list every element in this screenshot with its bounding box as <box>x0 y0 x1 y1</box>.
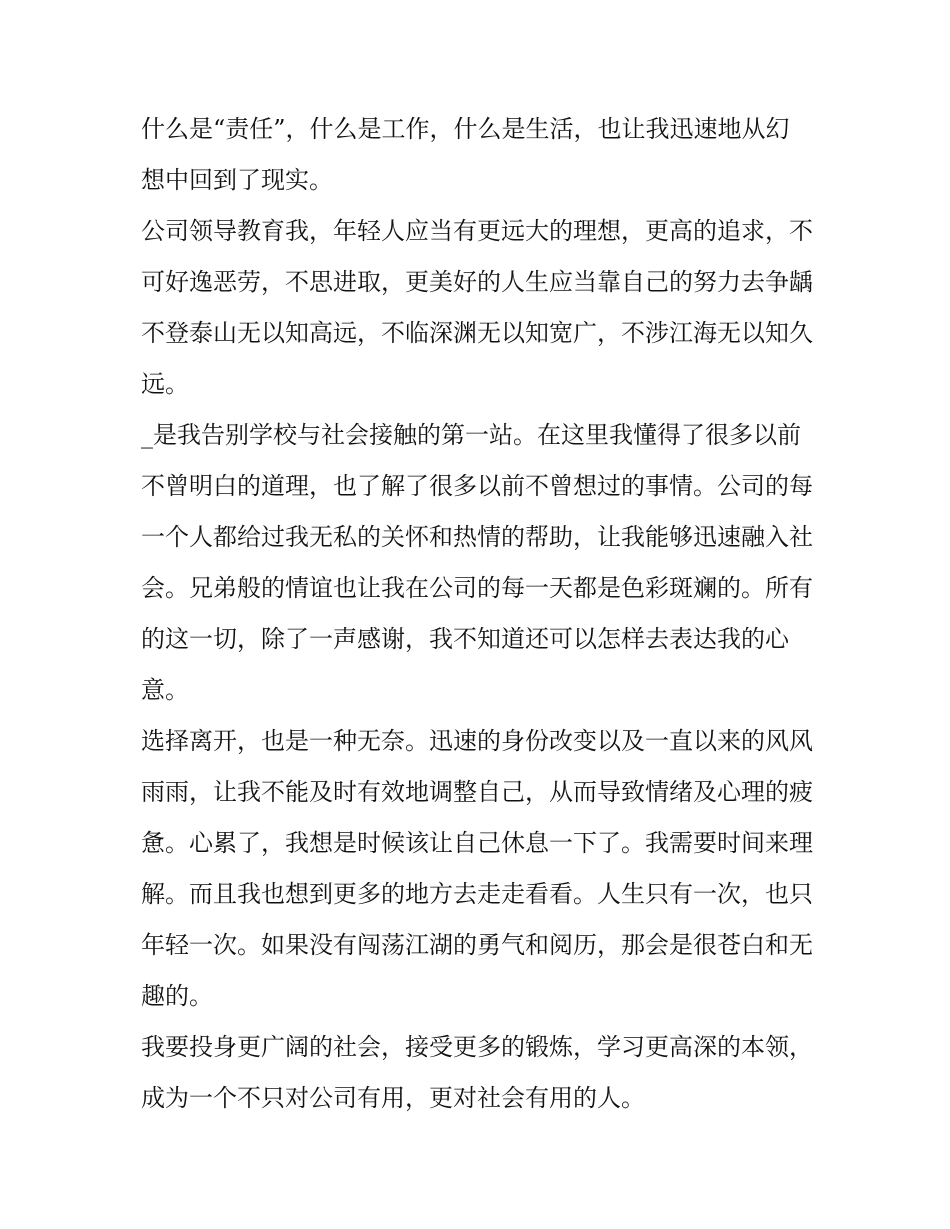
document-body <box>141 104 813 1124</box>
paragraph-5: 我要投身更广阔的社会，接受更多的锻炼，学习更高深的本领，成为一个不只对公司有用，更对社会有用的人。 <box>141 1033 813 1112</box>
paragraph-1: 什么是“责任”，什么是工作，什么是生活，也让我迅速地从幻想中回到了现实。 <box>141 115 790 194</box>
paragraph-4: 选择离开，也是一种无奈。迅速的身份改变以及一直以来的风风雨雨，让我不能及时有效地调整自己，从而导致情绪及心理的疲惫。心累了，我想是时候该让自己休息一下了。我需要时间来理解。而且我也想到更多的地方去走走看看。人生只有一次，也只年轻一次。如果没有闯荡江湖的勇气和阅历，那会是很苍白和无趣的。 <box>141 727 813 1010</box>
paragraph-3: _是我告别学校与社会接触的第一站。在这里我懂得了很多以前不曾明白的道理，也了解了很多以前不曾想过的事情。公司的每一个人都给过我无私的关怀和热情的帮助，让我能够迅速融入社会。兄弟般的情谊也让我在公司的每一天都是色彩斑斓的。所有的这一切，除了一声感谢，我不知道还可以怎样去表达我的心意。 <box>141 421 813 704</box>
paragraph-2: 公司领导教育我，年轻人应当有更远大的理想，更高的追求，不可好逸恶劳，不思进取，更美好的人生应当靠自己的努力去争龋不登泰山无以知高远，不临深渊无以知宽广，不涉江海无以知久远。 <box>141 217 813 398</box>
